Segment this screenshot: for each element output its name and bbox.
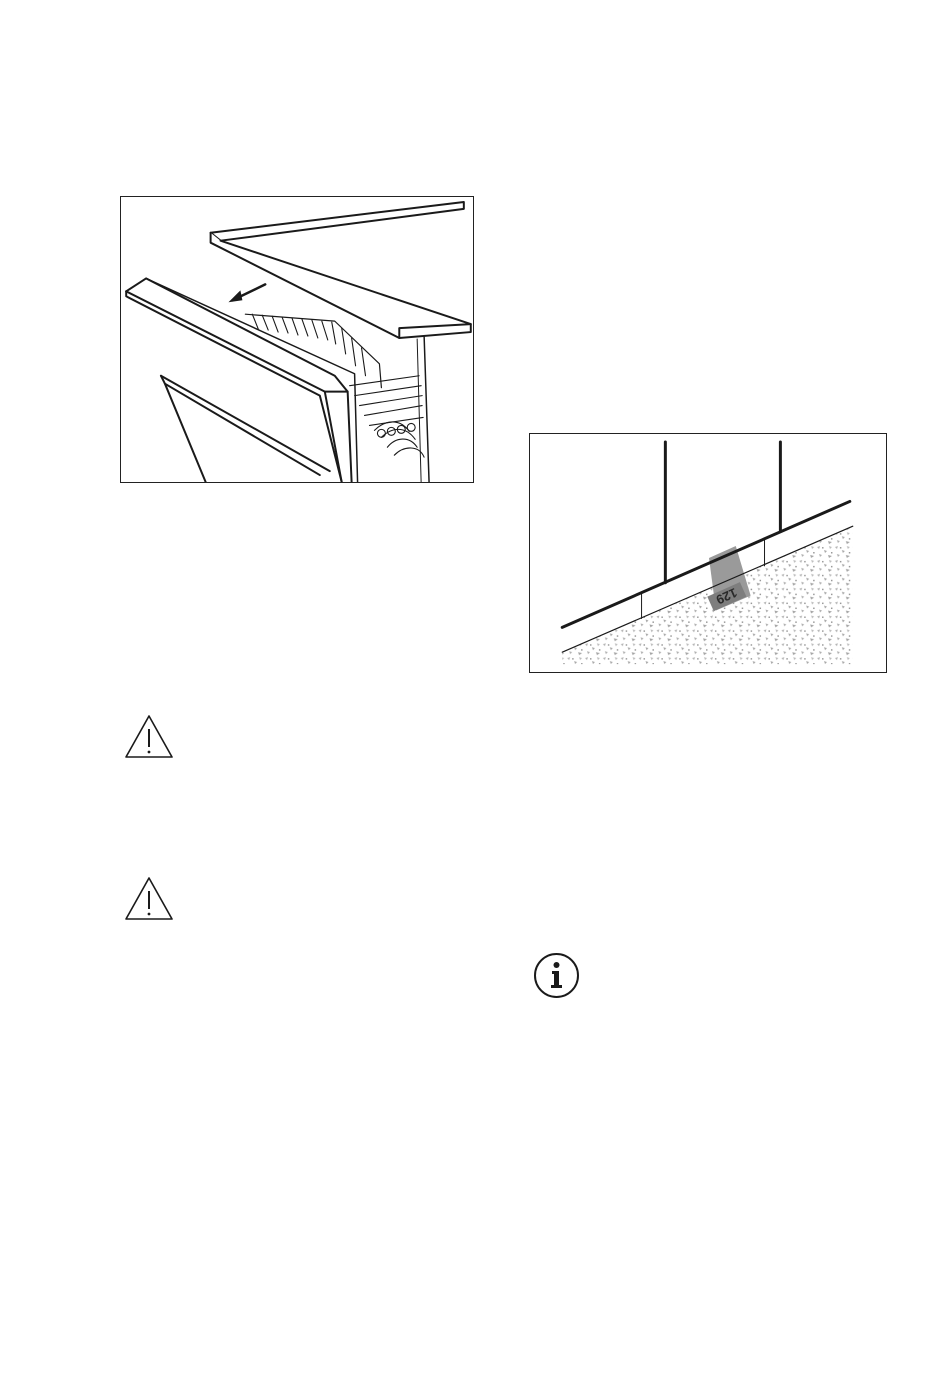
dishwasher-door-illustration <box>120 196 474 483</box>
info-circle-icon <box>533 952 580 999</box>
warning-triangle-icon <box>124 714 174 759</box>
floor-projection-illustration <box>529 433 887 673</box>
warning-triangle-icon <box>124 876 174 921</box>
projection-text: 129 <box>713 584 740 608</box>
